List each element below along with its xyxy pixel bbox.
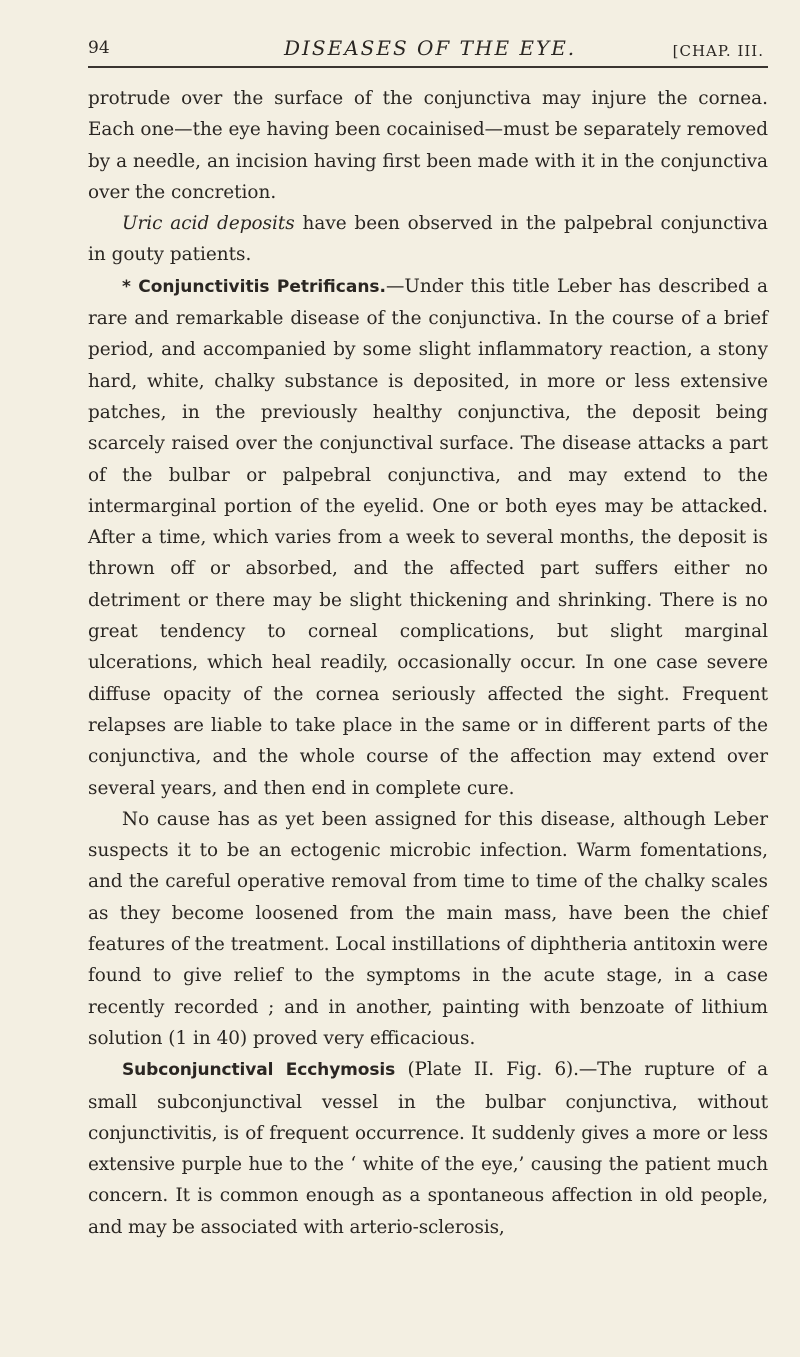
paragraph-3: [88, 271, 768, 804]
paragraph-2: [88, 208, 768, 271]
page-body: [88, 83, 768, 1243]
subconjunctival-ecchymosis-heading: Subconjunctival Ecchymosis: [122, 1060, 396, 1081]
paragraph-3-text: —Under this title Leber has described a rare and remarkable disease of the conjunctiva. In the course of a brief period, and accompanied by some slight inflammatory reaction, a stony hard, white, chalky substance is deposited, in more or less extensive patches, in the previously healthy conjunctiva, the deposit being scarcely raised over the conjunctival surface. The disease attacks a part of the bulbar or palpebral conjunctiva, and may extend to the intermarginal portion of the eyelid. One or both eyes may be attacked. After a time, which varies from a week to several months, the deposit is thrown off or absorbed, and the affected part suffers either no detriment or there may be slight thickening and shrinking. There is no great tendency to corneal complications, but slight marginal ulcerations, which heal readily, occasionally occur. In one case severe diffuse opacity of the cornea seriously affected the sight. Frequent relapses are liable to take place in the same or in different parts of the conjunctiva, and the whole course of the affection may extend over several years, and then end in complete cure.: [88, 275, 768, 799]
running-header: [88, 32, 768, 68]
paragraph-4: No cause has as yet been assigned for this disease, although Leber suspects it to be an ectogenic microbic infection. Warm fomentations, and the careful operative removal from time to time of the chalky scales as they become loosened from the main mass, have been the chief features of the treatment. Local instillations of diphtheria antitoxin were found to give relief to the symptoms in the acute stage, in a case recently recorded ; and in another, painting with benzoate of lithium solution (1 in 40) proved very efficacious.: [88, 808, 768, 1049]
uric-acid-heading: Uric acid deposits: [122, 213, 295, 235]
paragraph-2-text: have been observed in the palpebral conjunctiva in gouty patients.: [88, 213, 769, 266]
chapter-label: [CHAP. III.: [672, 42, 764, 60]
running-title: DISEASES OF THE EYE.: [284, 36, 577, 60]
paragraph-5: [88, 1054, 768, 1243]
paragraph-5-text: (Plate II. Fig. 6).—The rupture of a small subconjunctival vessel in the bulbar conjunctiva, without conjunctivitis, is of frequent occurrence. It suddenly gives a more or less extensive purple hue to the ‘ white of the eye,’ causing the patient much concern. It is common enough as a spontaneous affection in old people, and may be associated with arterio-sclerosis,: [88, 1059, 769, 1238]
conjunctivitis-petrificans-heading: * Conjunctivitis Petrificans.: [122, 276, 387, 297]
paragraph-1: protrude over the surface of the conjunctiva may injure the cornea. Each one—the eye having been cocainised—must be separately removed by a needle, an incision having first been made with it in the conjunctiva over the concretion.: [88, 88, 768, 203]
page-number: 94: [88, 38, 110, 58]
